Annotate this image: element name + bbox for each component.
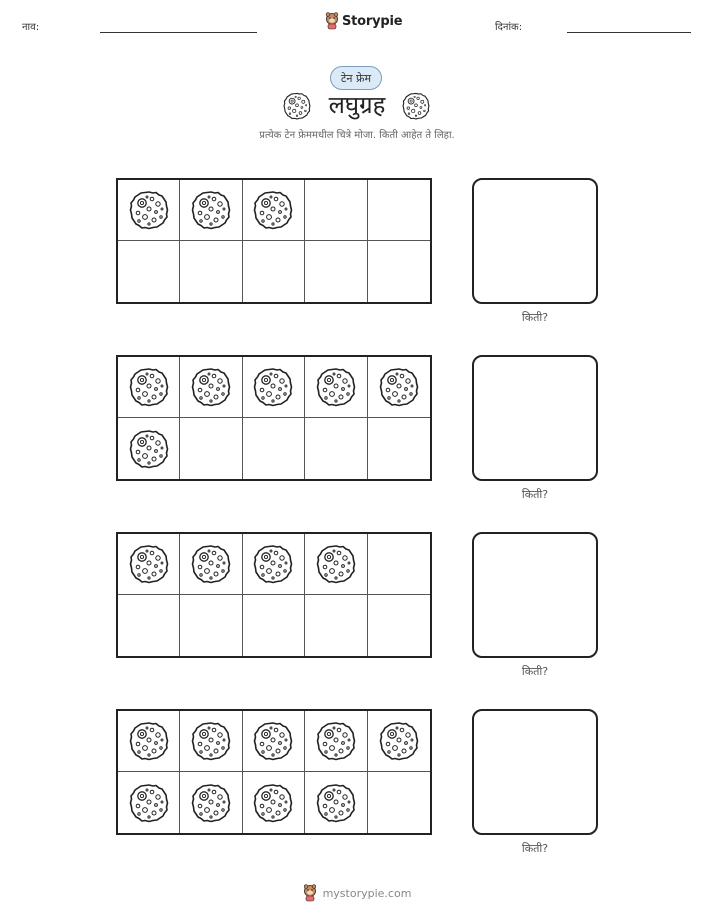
footer bbox=[0, 884, 714, 902]
asteroid-icon bbox=[129, 721, 169, 761]
brand-logo bbox=[325, 12, 402, 30]
asteroid-icon bbox=[129, 429, 169, 469]
ten-frame-cell bbox=[368, 595, 430, 656]
worksheet-title: लघुग्रह bbox=[328, 91, 386, 119]
ten-frame-cell bbox=[118, 711, 180, 772]
footer-url[interactable]: mystorypie.com bbox=[322, 886, 412, 900]
ten-frame bbox=[116, 532, 432, 658]
ten-frame-cell bbox=[305, 534, 367, 595]
ten-frame-cell bbox=[243, 595, 305, 656]
ten-frame-cell bbox=[305, 180, 367, 241]
ten-frame-cell bbox=[368, 534, 430, 595]
asteroid-icon bbox=[253, 721, 293, 761]
ten-frame-cell bbox=[180, 711, 242, 772]
asteroid-icon bbox=[129, 190, 169, 230]
how-many-label: किती? bbox=[521, 488, 549, 501]
asteroid-icon bbox=[316, 367, 356, 407]
ten-frame-cell bbox=[180, 241, 242, 302]
ten-frame-cell bbox=[243, 357, 305, 418]
ten-frame bbox=[116, 178, 432, 304]
answer-box[interactable] bbox=[472, 178, 598, 304]
how-many-label: किती? bbox=[521, 311, 549, 324]
ten-frame-cell bbox=[118, 418, 180, 479]
ten-frame-cell bbox=[368, 772, 430, 833]
asteroid-icon bbox=[191, 783, 231, 823]
ten-frame-cell bbox=[368, 357, 430, 418]
ten-frame-cell bbox=[243, 418, 305, 479]
answer-box[interactable] bbox=[472, 532, 598, 658]
ten-frame-cell bbox=[243, 772, 305, 833]
ten-frame-cell bbox=[243, 534, 305, 595]
ten-frame-cell bbox=[118, 772, 180, 833]
asteroid-icon bbox=[129, 544, 169, 584]
ten-frame-cell bbox=[180, 418, 242, 479]
name-line[interactable] bbox=[100, 32, 257, 33]
ten-frame-cell bbox=[180, 357, 242, 418]
asteroid-icon bbox=[191, 190, 231, 230]
ten-frame-cell bbox=[368, 241, 430, 302]
asteroid-icon bbox=[253, 367, 293, 407]
ten-frame-cell bbox=[118, 241, 180, 302]
asteroid-icon bbox=[379, 367, 419, 407]
ten-frame-cell bbox=[305, 711, 367, 772]
topic-tag: टेन फ्रेम bbox=[330, 66, 382, 90]
asteroid-icon bbox=[379, 721, 419, 761]
asteroid-icon bbox=[191, 544, 231, 584]
ten-frame-cell bbox=[305, 357, 367, 418]
answer-box[interactable] bbox=[472, 355, 598, 481]
asteroid-icon bbox=[129, 367, 169, 407]
how-many-label: किती? bbox=[521, 842, 549, 855]
mascot-icon bbox=[325, 12, 339, 30]
asteroid-icon bbox=[129, 783, 169, 823]
instructions: प्रत्येक टेन फ्रेममधील चित्रे मोजा. किती आहेत ते लिहा. bbox=[259, 130, 455, 141]
asteroid-icon bbox=[316, 721, 356, 761]
ten-frame-cell bbox=[368, 711, 430, 772]
asteroid-icon bbox=[316, 783, 356, 823]
asteroid-icon bbox=[191, 721, 231, 761]
ten-frame-cell bbox=[243, 180, 305, 241]
ten-frame-cell bbox=[180, 180, 242, 241]
ten-frame-cell bbox=[243, 241, 305, 302]
ten-frame-cell bbox=[180, 534, 242, 595]
ten-frame-cell bbox=[243, 711, 305, 772]
brand-name: Storypie bbox=[342, 13, 403, 29]
ten-frame-cell bbox=[118, 595, 180, 656]
ten-frame-cell bbox=[305, 241, 367, 302]
asteroid-icon bbox=[253, 783, 293, 823]
answer-box[interactable] bbox=[472, 709, 598, 835]
date-label: दिनांक: bbox=[495, 22, 523, 33]
ten-frame bbox=[116, 355, 432, 481]
ten-frame-cell bbox=[305, 595, 367, 656]
mascot-icon bbox=[303, 884, 317, 902]
name-label: नाव: bbox=[22, 22, 40, 33]
ten-frame-cell bbox=[368, 418, 430, 479]
asteroid-icon bbox=[283, 92, 311, 120]
asteroid-icon bbox=[191, 367, 231, 407]
ten-frame-cell bbox=[180, 595, 242, 656]
asteroid-icon bbox=[253, 544, 293, 584]
ten-frame-cell bbox=[368, 180, 430, 241]
asteroid-icon bbox=[253, 190, 293, 230]
ten-frame-cell bbox=[118, 180, 180, 241]
date-line[interactable] bbox=[567, 32, 691, 33]
asteroid-icon bbox=[316, 544, 356, 584]
ten-frame-cell bbox=[305, 418, 367, 479]
ten-frame-cell bbox=[118, 534, 180, 595]
how-many-label: किती? bbox=[521, 665, 549, 678]
ten-frame bbox=[116, 709, 432, 835]
asteroid-icon bbox=[402, 92, 430, 120]
ten-frame-cell bbox=[305, 772, 367, 833]
ten-frame-cell bbox=[118, 357, 180, 418]
ten-frame-cell bbox=[180, 772, 242, 833]
